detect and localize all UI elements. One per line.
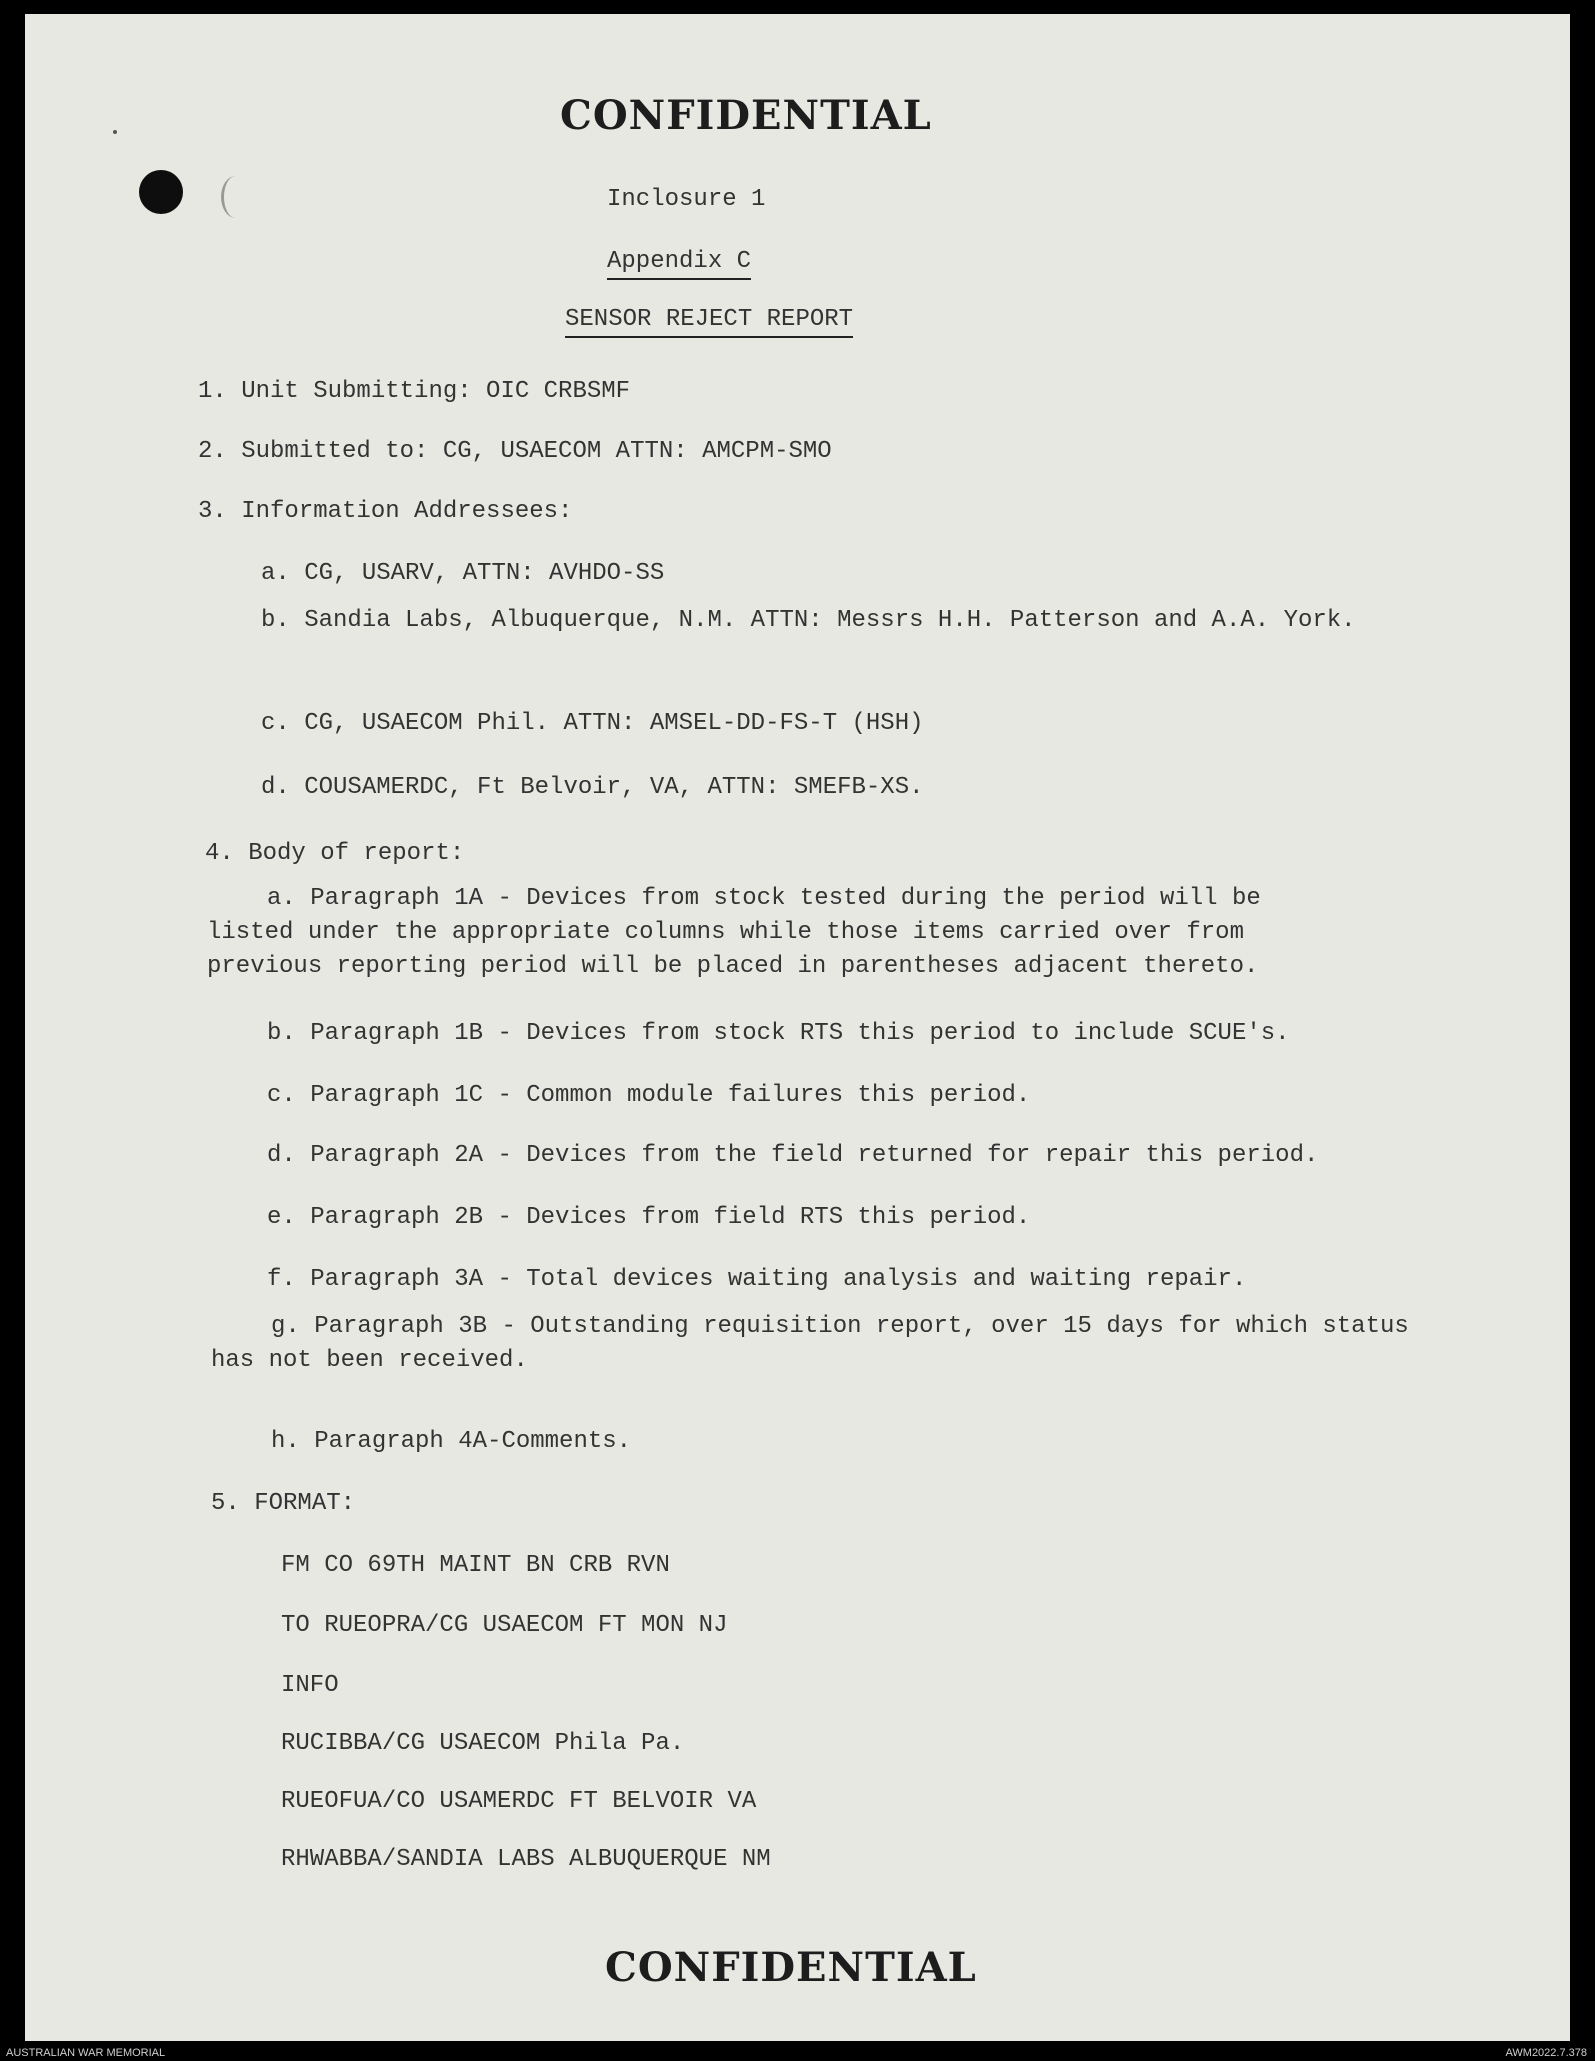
body-paragraph-h: h. Paragraph 4A-Comments. bbox=[271, 1428, 632, 1455]
archive-credit: AUSTRALIAN WAR MEMORIAL bbox=[6, 2047, 166, 2059]
archive-reference: AWM2022.7.378 bbox=[1505, 2047, 1587, 2059]
addressee-d: d. COUSAMERDC, Ft Belvoir, VA, ATTN: SMEFB-XS. bbox=[261, 774, 924, 801]
paper-speck bbox=[113, 130, 117, 134]
classification-stamp-top: CONFIDENTIAL bbox=[560, 92, 932, 139]
inclosure-label: Inclosure 1 bbox=[607, 186, 766, 213]
body-paragraph-a: a. Paragraph 1A - Devices from stock tested during the period will be listed under the appropriate columns while those items carried over from previous reporting period will be placed in parentheses adjacent thereto. bbox=[207, 885, 1261, 980]
format-line-info: INFO bbox=[281, 1672, 339, 1699]
format-line-rhwabba: RHWABBA/SANDIA LABS ALBUQUERQUE NM bbox=[281, 1846, 771, 1873]
addressee-a: a. CG, USARV, ATTN: AVHDO-SS bbox=[261, 560, 665, 587]
format-line-from: FM CO 69TH MAINT BN CRB RVN bbox=[281, 1552, 670, 1579]
body-paragraph-b: b. Paragraph 1B - Devices from stock RTS this period to include SCUE's. bbox=[267, 1020, 1290, 1047]
paper-tear-mark bbox=[221, 176, 250, 218]
item-unit-submitting: 1. Unit Submitting: OIC CRBSMF bbox=[198, 378, 631, 405]
body-paragraph-f: f. Paragraph 3A - Total devices waiting analysis and waiting repair. bbox=[267, 1266, 1247, 1293]
addressee-b: b. Sandia Labs, Albuquerque, N.M. ATTN: Messrs H.H. Patterson and A.A. York. bbox=[261, 607, 1356, 634]
body-paragraph-e: e. Paragraph 2B - Devices from field RTS this period. bbox=[267, 1204, 1031, 1231]
format-line-to: TO RUEOPRA/CG USAECOM FT MON NJ bbox=[281, 1612, 728, 1639]
document-page bbox=[25, 14, 1570, 2041]
item-body-of-report: 4. Body of report: bbox=[205, 840, 465, 867]
appendix-label: Appendix C bbox=[607, 248, 751, 280]
format-line-rueofua: RUEOFUA/CO USAMERDC FT BELVOIR VA bbox=[281, 1788, 757, 1815]
item-information-addressees: 3. Information Addressees: bbox=[198, 498, 573, 525]
classification-stamp-bottom: CONFIDENTIAL bbox=[605, 1944, 977, 1991]
item-format: 5. FORMAT: bbox=[211, 1490, 356, 1517]
body-paragraph-d: d. Paragraph 2A - Devices from the field returned for repair this period. bbox=[267, 1142, 1319, 1169]
body-paragraph-c: c. Paragraph 1C - Common module failures this period. bbox=[267, 1082, 1031, 1109]
report-title: SENSOR REJECT REPORT bbox=[565, 306, 853, 338]
format-line-rucibba: RUCIBBA/CG USAECOM Phila Pa. bbox=[281, 1730, 685, 1757]
punch-hole bbox=[139, 170, 183, 214]
body-paragraph-g: g. Paragraph 3B - Outstanding requisition report, over 15 days for which status has not been received. bbox=[211, 1313, 1409, 1374]
item-submitted-to: 2. Submitted to: CG, USAECOM ATTN: AMCPM-SMO bbox=[198, 438, 832, 465]
addressee-c: c. CG, USAECOM Phil. ATTN: AMSEL-DD-FS-T (HSH) bbox=[261, 710, 924, 737]
